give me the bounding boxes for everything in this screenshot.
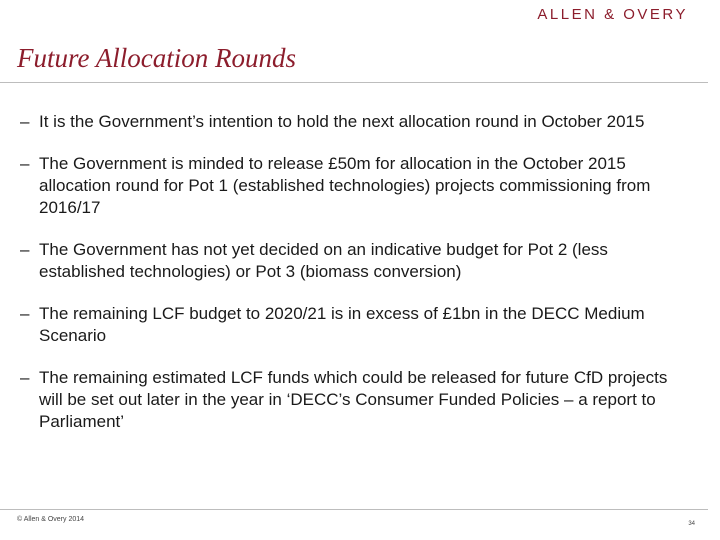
bullet-dash: – xyxy=(20,368,30,387)
bullet-item xyxy=(20,111,690,133)
bullet-item xyxy=(20,303,690,347)
bullet-item xyxy=(20,153,690,219)
footer-divider xyxy=(0,509,708,510)
bullet-text: The Government is minded to release £50m for allocation in the October 2015 allocation round for Pot 1 (established technologies) projects commissioning from 2016/17 xyxy=(39,154,651,217)
company-logo: ALLEN & OVERY xyxy=(537,6,688,23)
page-number: 34 xyxy=(688,521,695,527)
bullet-dash: – xyxy=(20,154,30,173)
bullet-dash: – xyxy=(20,240,30,259)
bullet-list xyxy=(20,111,690,453)
bullet-text: It is the Government’s intention to hold the next allocation round in October 2015 xyxy=(39,112,645,131)
bullet-item xyxy=(20,367,690,433)
page-title: Future Allocation Rounds xyxy=(17,43,296,73)
bullet-text: The remaining estimated LCF funds which could be released for future CfD projects will be set out later in the year in ‘DECC’s Consumer Funded Policies – a report to Parliament’ xyxy=(39,368,668,431)
header-divider xyxy=(0,82,708,83)
bullet-text: The Government has not yet decided on an indicative budget for Pot 2 (less established technologies) or Pot 3 (biomass conversion) xyxy=(39,240,608,281)
bullet-text: The remaining LCF budget to 2020/21 is in excess of £1bn in the DECC Medium Scenario xyxy=(39,304,645,345)
bullet-item xyxy=(20,239,690,283)
copyright-text: © Allen & Overy 2014 xyxy=(17,516,85,523)
bullet-dash: – xyxy=(20,304,30,323)
bullet-dash: – xyxy=(20,112,30,131)
